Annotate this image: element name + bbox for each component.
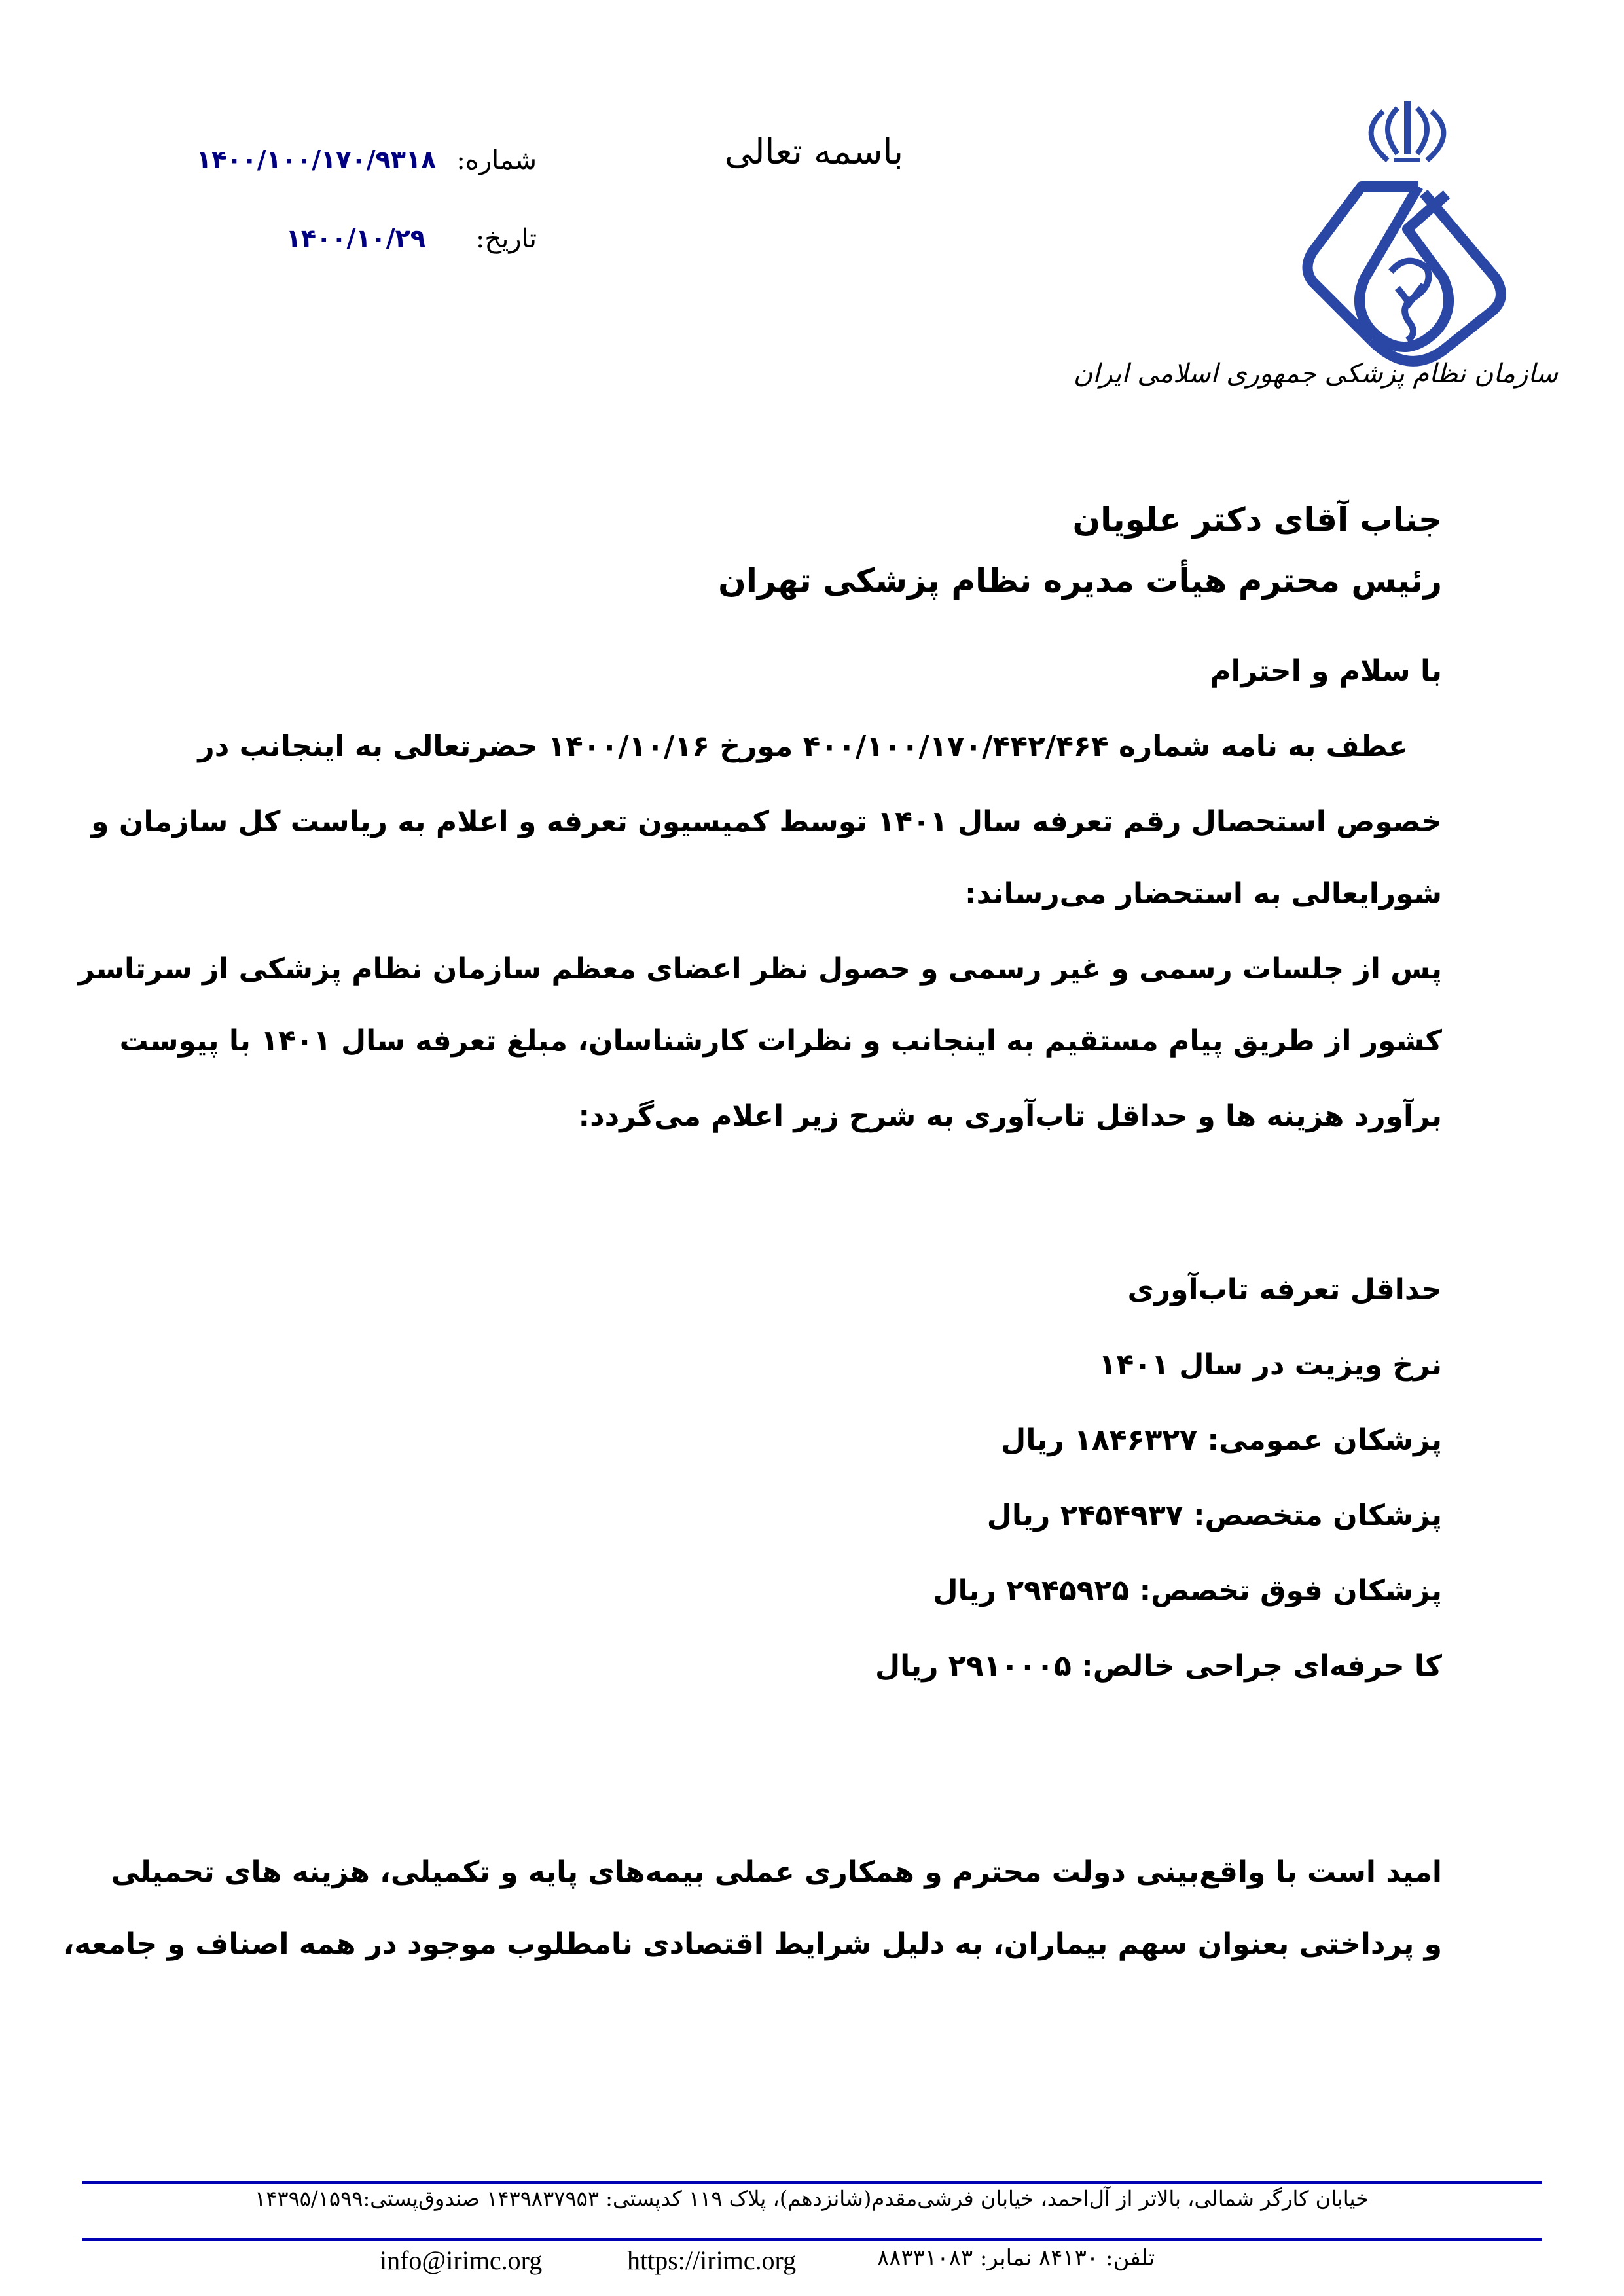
- tariff-item-label: کا حرفه‌ای جراحی خالص:: [1081, 1649, 1442, 1683]
- tariff-item-value: ۲۴۵۴۹۳۷: [1060, 1499, 1183, 1532]
- tariff-item-label: پزشکان متخصص:: [1193, 1499, 1442, 1532]
- invocation-heading: باسمه تعالی: [724, 131, 903, 172]
- footer-phone-fax: تلفن: ۸۴۱۳۰ نمابر: ۸۸۳۳۱۰۸۳: [877, 2245, 1155, 2271]
- tariff-item-value: ۲۹۱۰۰۰۵: [948, 1649, 1072, 1683]
- paragraph1-line3: شورایعالی به استحضار می‌رساند:: [965, 877, 1442, 910]
- greeting: با سلام و احترام: [1210, 655, 1442, 688]
- tariff-item-label: پزشکان عمومی:: [1207, 1424, 1442, 1457]
- emblem-icon: [1371, 101, 1444, 160]
- letter-number-label: شماره:: [456, 145, 537, 175]
- letter-number-value: ۱۴۰۰/۱۰۰/۱۷۰/۹۳۱۸: [196, 145, 437, 174]
- tariff-item: [1001, 1424, 1442, 1457]
- addressee-title: رئیس محترم هیأت مدیره نظام پزشکی تهران: [718, 562, 1442, 600]
- tariff-item: [875, 1649, 1442, 1683]
- closing-line2: و پرداختی بعنوان سهم بیماران، به دلیل شرایط اقتصادی نامطلوب موجود در همه اصناف و جامعه،: [63, 1928, 1442, 1961]
- drop-shield-icon: [1308, 187, 1501, 361]
- tariff-item-unit: ریال: [986, 1499, 1051, 1532]
- tariff-title: حداقل تعرفه تاب‌آوری: [1127, 1273, 1442, 1306]
- letter-date-value: ۱۴۰۰/۱۰/۲۹: [285, 224, 425, 253]
- tariff-item-label: پزشکان فوق تخصص:: [1139, 1574, 1442, 1607]
- footer-rule-top: [82, 2181, 1542, 2184]
- tariff-subtitle: نرخ ویزیت در سال ۱۴۰۱: [1098, 1348, 1442, 1382]
- organization-caption: سازمان نظام پزشکی جمهوری اسلامی ایران: [1073, 359, 1558, 389]
- tariff-item-value: ۱۸۴۶۳۲۷: [1074, 1424, 1198, 1457]
- footer-website-link[interactable]: https://irimc.org: [627, 2246, 797, 2275]
- tariff-item: [933, 1574, 1442, 1607]
- paragraph2-line1: پس از جلسات رسمی و غیر رسمی و حصول نظر اعضای معظم سازمان نظام پزشکی از سرتاسر: [78, 952, 1442, 986]
- footer-rule-bottom: [82, 2238, 1542, 2241]
- tariff-item-value: ۲۹۴۵۹۲۵: [1006, 1574, 1130, 1607]
- footer-email-link[interactable]: info@irimc.org: [380, 2246, 543, 2275]
- caduceus-icon: [1391, 261, 1429, 340]
- footer-address: خیابان کارگر شمالی، بالاتر از آل‌احمد، خیابان فرشی‌مقدم(شانزدهم)، پلاک ۱۱۹ کدپستی: ۱۴۳۹۸۳۷۹۵۳ صندوق‌پستی:۱۴۳۹۵/۱۵۹۹: [255, 2186, 1369, 2211]
- addressee-name: جناب آقای دکتر علویان: [1072, 501, 1442, 539]
- tariff-item-unit: ریال: [933, 1574, 996, 1607]
- paragraph2-line3: برآورد هزینه ها و حداقل تاب‌آوری به شرح زیر اعلام می‌گردد:: [578, 1100, 1442, 1133]
- tariff-item: [987, 1499, 1442, 1532]
- letter-date-label: تاریخ:: [475, 224, 537, 254]
- paragraph1-line1: عطف به نامه شماره ۴۰۰/۱۰۰/۱۷۰/۴۴۲/۴۶۴ مورخ ۱۴۰۰/۱۰/۱۶ حضرتعالی به اینجانب در: [198, 730, 1408, 763]
- closing-line1: امید است با واقع‌بینی دولت محترم و همکاری عملی بیمه‌های پایه و تکمیلی، هزینه های تحمیلی: [111, 1856, 1442, 1889]
- tariff-item-unit: ریال: [875, 1649, 939, 1683]
- paragraph2-line2: کشور از طریق پیام مستقیم به اینجانب و نظرات کارشناسان، مبلغ تعرفه سال ۱۴۰۱ با پیوست: [119, 1024, 1442, 1058]
- paragraph1-line2: خصوص استحصال رقم تعرفه سال ۱۴۰۱ توسط کمیسیون تعرفه و اعلام به ریاست کل سازمان و: [91, 805, 1442, 838]
- tariff-item-unit: ریال: [1001, 1424, 1064, 1457]
